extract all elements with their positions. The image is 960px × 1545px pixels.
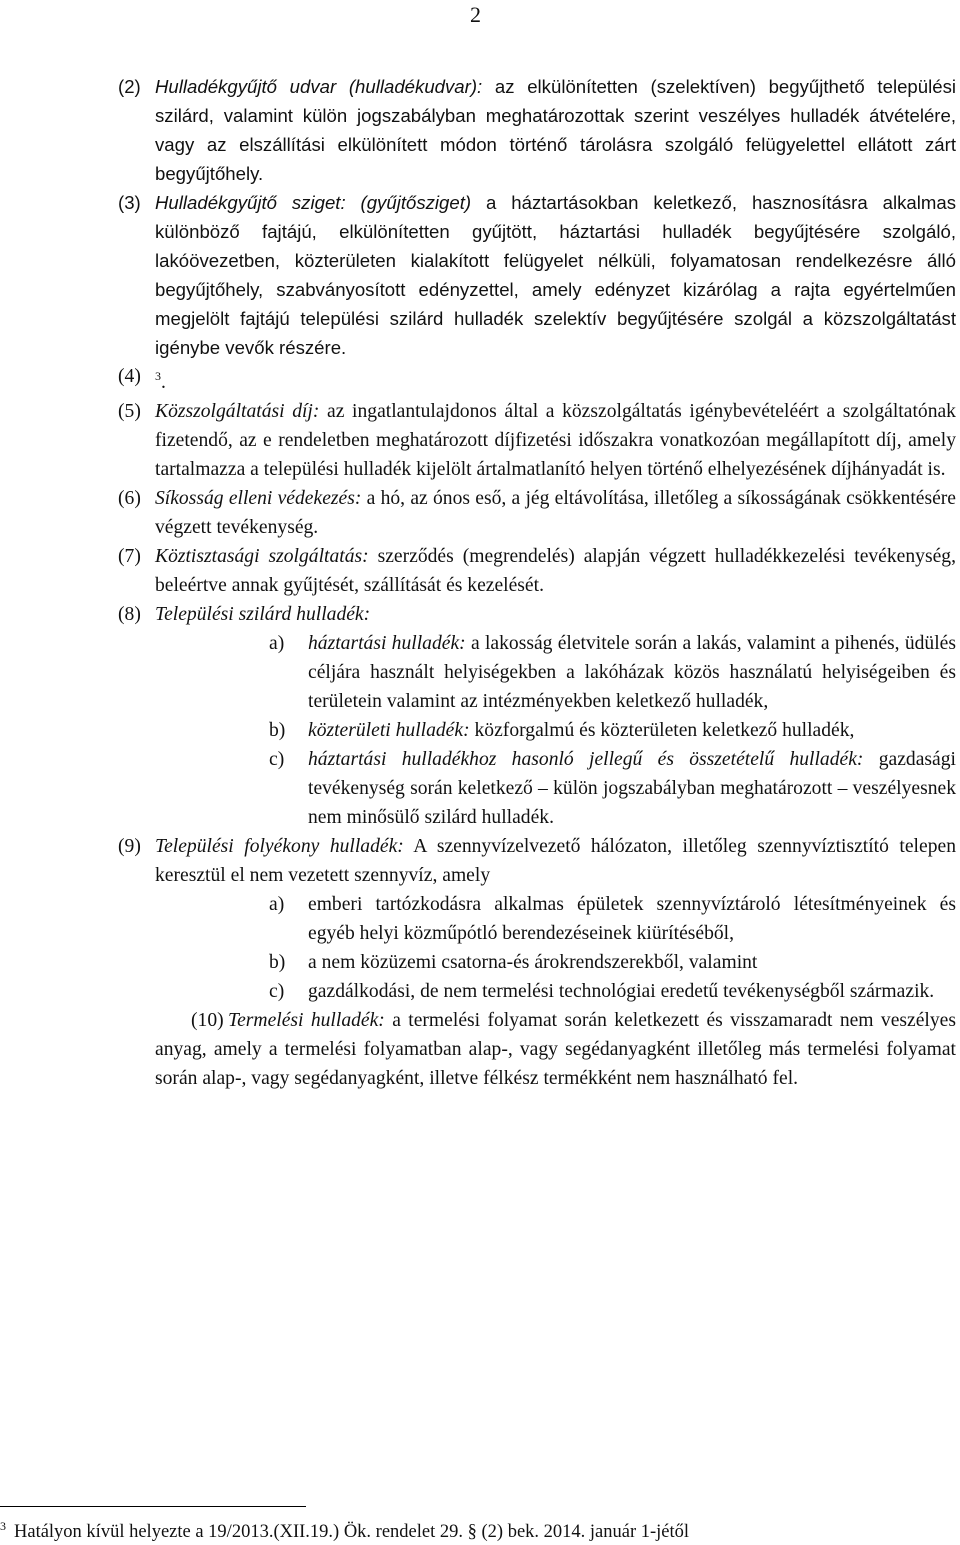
- list-item-text: emberi tartózkodásra alkalmas épületek szennyvíztároló létesítményeinek és egyéb helyi közműpótló berendezéseinek kiürítéséből,: [308, 894, 956, 944]
- paragraph-number: (4): [118, 366, 141, 387]
- list-item-text: gazdálkodási, de nem termelési technológiai eredetű tevékenységből származik.: [308, 981, 935, 1002]
- paragraph-7: [118, 542, 956, 600]
- paragraph-number: (5): [118, 401, 141, 422]
- paragraph-number: (8): [118, 604, 141, 625]
- paragraph-text: az elkülönítetten (szelektíven) begyűjthető települési szilárd, valamint külön jogszabályban meghatározottak szerint veszélyes hulladék átvételére, vagy az elszállítási elkülönített módon történő tárolásra szolgáló felügyelettel ellátott zárt begyűjtőhely.: [155, 76, 956, 184]
- footnote-marker: 3: [0, 1519, 6, 1533]
- paragraph-5: [118, 397, 956, 484]
- paragraph-number: (7): [118, 546, 141, 567]
- defined-term: Termelési hulladék:: [228, 1010, 385, 1031]
- paragraph-4: [118, 362, 956, 397]
- defined-term: közterületi hulladék:: [308, 720, 470, 741]
- paragraph-text: a termelési folyamat során keletkezett és visszamaradt nem veszélyes anyag, amely a termelési folyamatban alap-, vagy segédanyagként illetőleg más termelési folyamat során alap-, vagy segédanyagként, illetve félkész termékként nem használható fel.: [155, 1010, 956, 1089]
- defined-term: Közszolgáltatási díj:: [155, 401, 320, 422]
- paragraph-text: a hó, az ónos eső, a jég eltávolítása, illetőleg a síkosságának csökkentésére végzett tevékenység.: [155, 488, 956, 538]
- paragraph-9: [118, 832, 956, 890]
- list-item-label: b): [269, 952, 286, 973]
- paragraph-9-list: [118, 890, 956, 1006]
- list-item-label: a): [269, 633, 285, 654]
- paragraph-6: [118, 484, 956, 542]
- paragraph-number: (3): [118, 192, 141, 213]
- paragraph-number: (9): [118, 836, 141, 857]
- list-item-label: b): [269, 720, 286, 741]
- paragraph-number: (6): [118, 488, 141, 509]
- paragraph-8-list: [118, 629, 956, 832]
- paragraph-text: .: [161, 372, 166, 393]
- footnote-text: Hatályon kívül helyezte a 19/2013.(XII.19.) Ök. rendelet 29. § (2) bek. 2014. január 1-jétől: [14, 1522, 690, 1542]
- paragraph-number: (2): [118, 76, 141, 97]
- defined-term: Települési folyékony hulladék:: [155, 836, 404, 857]
- defined-term: háztartási hulladékhoz hasonló jellegű és összetételű hulladék:: [308, 749, 864, 770]
- defined-term: háztartási hulladék:: [308, 633, 466, 654]
- paragraph-text: A szennyvízelvezető hálózaton, illetőleg szennyvíztisztító telepen keresztül el nem vezetett szennyvíz, amely: [155, 836, 956, 886]
- list-item: [269, 745, 956, 832]
- paragraph-2: [118, 72, 956, 188]
- list-item: [269, 716, 956, 745]
- defined-term: Köztisztasági szolgáltatás:: [155, 546, 369, 567]
- page-number: 2: [470, 2, 481, 27]
- list-item-text: a lakosság életvitele során a lakás, valamint a pihenés, üdülés céljára használt helyiségekben a lakóházak közös használatú helyiségeiben és területein valamint az intézményekben keletkező hulladék,: [308, 633, 956, 712]
- paragraph-text: az ingatlantulajdonos által a közszolgáltatás igénybevételéért a szolgáltatónak fizetendő, az e rendeletben meghatározott díjfizetési időszakra vonatkozóan megállapított díj, amely tartalmazza a települési hulladék kijelölt ártalmatlanító helyen történő elhelyezésének díjhányadát is.: [155, 401, 956, 480]
- list-item: [269, 629, 956, 716]
- paragraph-8: [118, 600, 956, 629]
- list-item-text: a nem közüzemi csatorna-és árokrendszerekből, valamint: [308, 952, 758, 973]
- list-item-label: c): [269, 749, 285, 770]
- list-item: [269, 890, 956, 948]
- defined-term: Hulladékgyűjtő udvar (hulladékudvar):: [155, 76, 483, 97]
- defined-term: Hulladékgyűjtő sziget: (gyűjtősziget): [155, 192, 472, 213]
- document-body: [118, 72, 956, 1093]
- list-item-text: közforgalmú és közterületen keletkező hulladék,: [469, 720, 855, 741]
- paragraph-number: (10): [191, 1010, 224, 1031]
- list-item: [269, 977, 956, 1006]
- footnote: [0, 1514, 950, 1544]
- footnote-separator: [0, 1506, 306, 1507]
- paragraph-text: szerződés (megrendelés) alapján végzett hulladékkezelési tevékenység, beleértve annak gyűjtését, szállítását és kezelését.: [155, 546, 956, 596]
- list-item: [269, 948, 956, 977]
- list-item-text: gazdasági tevékenység során keletkező – külön jogszabályban meghatározott – veszélyesnek nem minősülő szilárd hulladék.: [308, 749, 956, 828]
- defined-term: Síkosság elleni védekezés:: [155, 488, 362, 509]
- defined-term: Települési szilárd hulladék:: [155, 604, 371, 625]
- list-item-label: a): [269, 894, 285, 915]
- paragraph-text: a háztartásokban keletkező, hasznosításra alkalmas különböző fajtájú, elkülönítetten gyűjtött, háztartási hulladék begyűjtésére szolgáló, lakóövezetben, közterületen kialakított felügyelet nélküli, folyamatosan rendelkezésre álló begyűjtőhely, szabványosított edényzettel, amely edényzet kizárólag a rajta egyértelműen megjelölt fajtájú települési szilárd hulladék szelektív begyűjtésére szolgál a közszolgáltatást igénybe vevők részére.: [155, 192, 956, 358]
- paragraph-3: [118, 188, 956, 362]
- paragraph-10: [118, 1006, 956, 1093]
- footnote-reference[interactable]: 3: [155, 369, 161, 383]
- list-item-label: c): [269, 981, 285, 1002]
